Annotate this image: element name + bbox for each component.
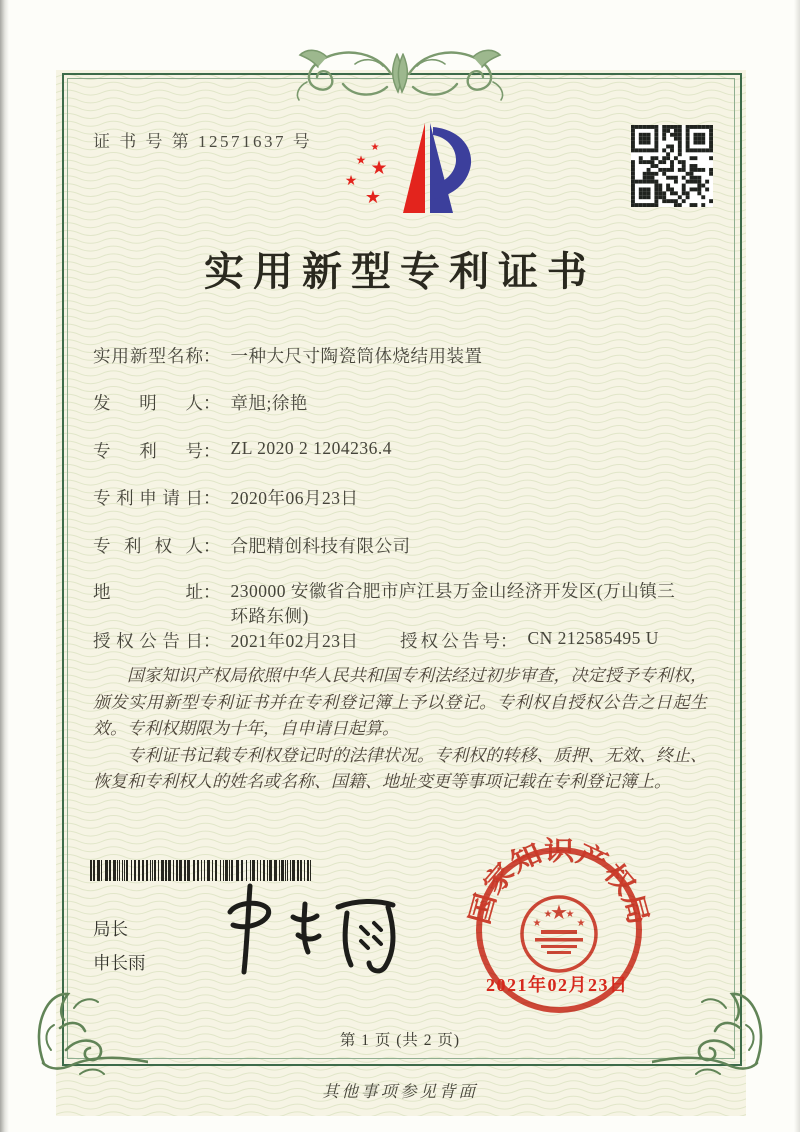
- field-grant-date: 授权公告日： 2021年02月23日: [93, 628, 359, 653]
- seal-date: 2021年02月23日: [486, 975, 629, 995]
- field-grant-number: 授权公告号： CN 212585495 U: [400, 628, 659, 651]
- scan-edge-shadow-right: [794, 0, 800, 1132]
- svg-text:★: ★: [550, 902, 568, 924]
- svg-text:★: ★: [543, 909, 553, 920]
- legal-paragraph-1: 国家知识产权局依照中华人民共和国专利法经过初步审查，决定授予专利权，颁发实用新型专利证书并在专利登记簿上予以登记。专利权自授权公告之日起生效。专利权期限为十年，自申请日起算。: [93, 666, 707, 738]
- field-value: 一种大尺寸陶瓷筒体烧结用装置: [230, 346, 483, 366]
- official-seal: [463, 836, 655, 1028]
- field-address: 地址： 230000 安徽省合肥市庐江县万金山经济开发区(万山镇三环路东侧): [93, 579, 683, 629]
- director-title: 局长: [93, 919, 128, 939]
- cnipa-logo: [337, 117, 473, 217]
- field-value: 2021年02月23日: [230, 631, 359, 651]
- field-label: 发明人: [93, 393, 203, 413]
- field-patentee: 专利权人： 合肥精创科技有限公司: [93, 533, 411, 558]
- svg-text:★: ★: [532, 918, 542, 929]
- logo-stars: [345, 142, 388, 207]
- scan-edge-shadow-left: [0, 0, 9, 1132]
- seal-text: 国家知识产权局: [464, 836, 653, 928]
- legal-text: [93, 663, 707, 796]
- field-inventor: 发明人： 章旭;徐艳: [93, 390, 308, 415]
- field-label: 专利申请日: [93, 488, 203, 508]
- svg-text:★: ★: [370, 142, 380, 153]
- field-patent-number: 专利号： ZL 2020 2 1204236.4: [93, 438, 392, 461]
- field-label: 授权公告号: [400, 631, 500, 651]
- back-side-note: 其他事项参见背面: [322, 1082, 478, 1101]
- page-number: 第 1 页 (共 2 页): [339, 1032, 461, 1049]
- field-filing-date: 专利申请日： 2020年06月23日: [93, 485, 359, 510]
- field-label: 授权公告日: [93, 631, 203, 651]
- director-name: 申长雨: [93, 953, 146, 973]
- certificate-number: 证 书 号 第 12571637 号: [93, 132, 313, 151]
- field-value: 合肥精创科技有限公司: [230, 536, 411, 556]
- field-value: 章旭;徐艳: [230, 393, 308, 413]
- certificate-title: 实用新型专利证书: [204, 249, 596, 294]
- legal-paragraph-2: 专利证书记载专利权登记时的法律状况。专利权的转移、质押、无效、终止、恢复和专利权人的姓名或名称、国籍、地址变更等事项记载在专利登记簿上。: [93, 745, 707, 791]
- svg-text:★: ★: [364, 187, 382, 207]
- svg-text:★: ★: [576, 918, 586, 929]
- field-utility-model-name: 实用新型名称： 一种大尺寸陶瓷筒体烧结用装置: [93, 343, 483, 368]
- svg-text:★: ★: [370, 158, 388, 179]
- director-block: [93, 912, 146, 980]
- svg-text:★: ★: [344, 174, 358, 189]
- field-value: 230000 安徽省合肥市庐江县万金山经济开发区(万山镇三环路东侧): [230, 581, 676, 626]
- seal-national-emblem: [522, 897, 596, 971]
- field-value: CN 212585495 U: [527, 628, 659, 648]
- svg-text:★: ★: [565, 909, 575, 920]
- svg-text:★: ★: [355, 153, 367, 167]
- field-label: 实用新型名称: [93, 346, 203, 366]
- qr-code: [631, 125, 713, 207]
- director-signature: [220, 878, 415, 983]
- field-label: 专利号: [93, 441, 203, 461]
- field-label: 专利权人: [93, 536, 203, 556]
- field-value: 2020年06月23日: [230, 488, 359, 508]
- field-value: ZL 2020 2 1204236.4: [230, 438, 392, 458]
- logo-red-spire: [403, 123, 425, 213]
- field-label: 地址: [93, 582, 203, 602]
